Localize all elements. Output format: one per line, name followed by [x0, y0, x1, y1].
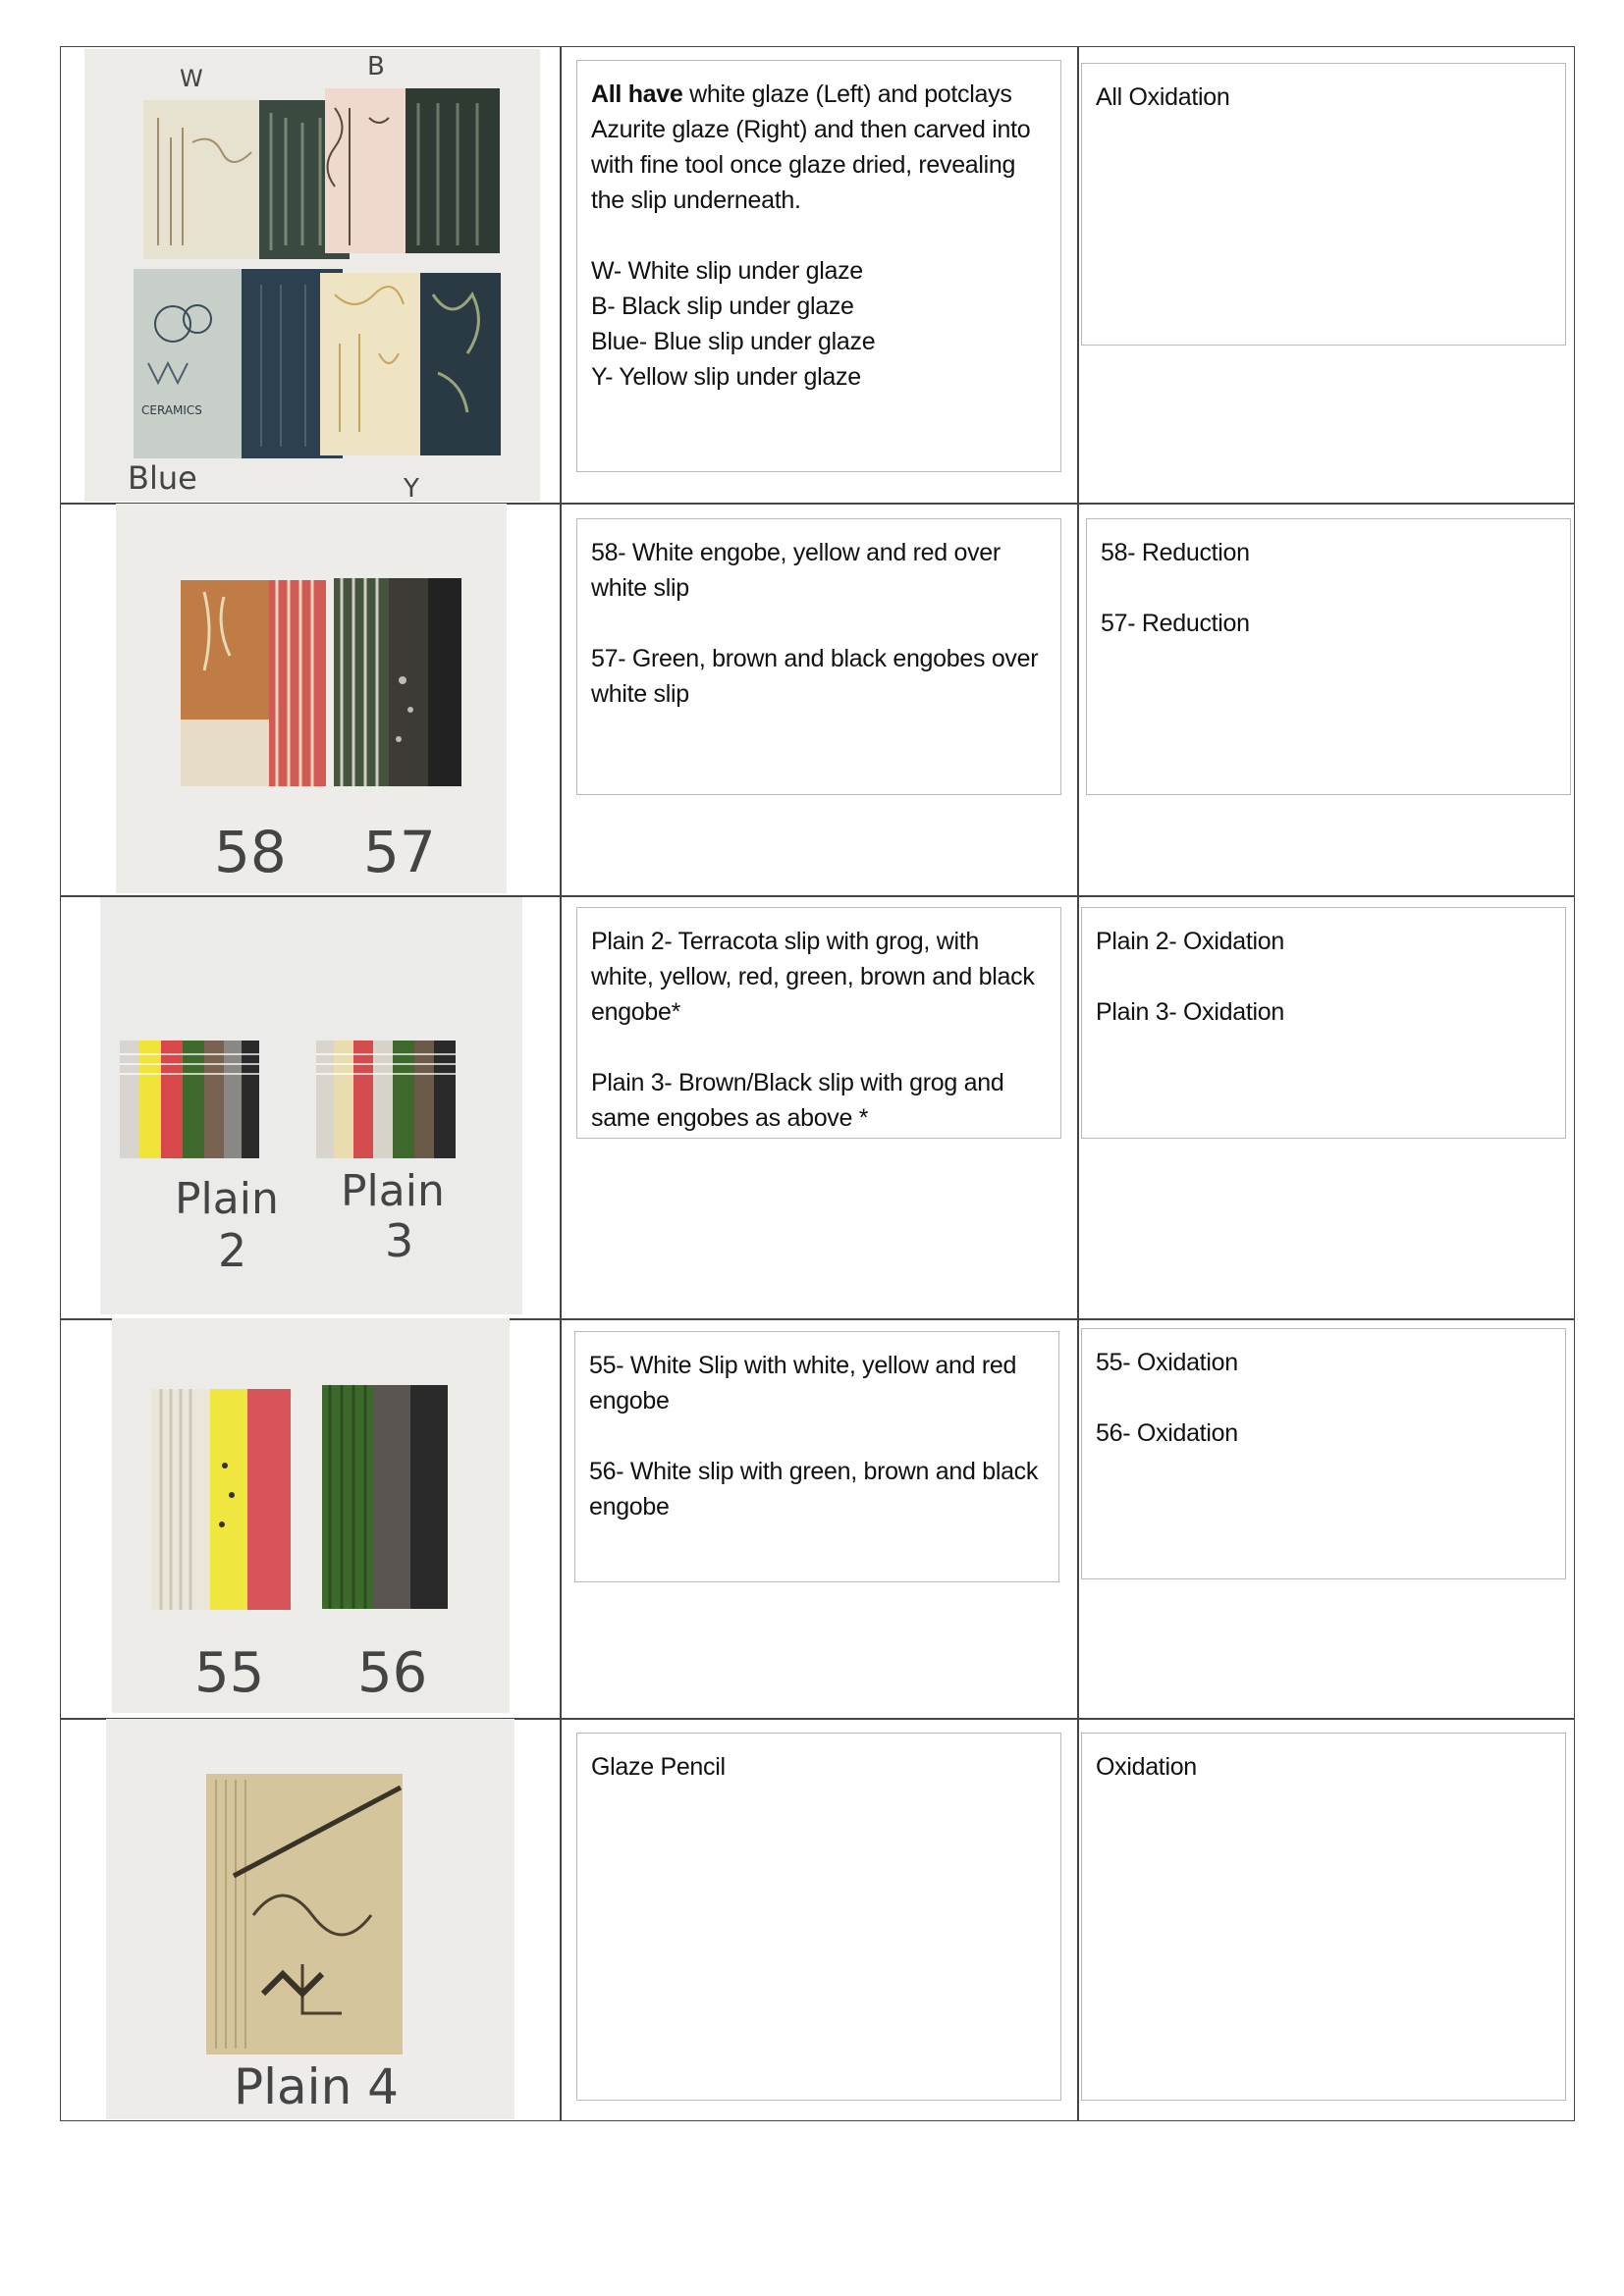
firing-line — [1101, 570, 1556, 606]
tile-56 — [322, 1385, 448, 1609]
desc-line: Plain 3- Brown/Black slip with grog and same engobes as above * — [591, 1069, 1011, 1132]
tile-blue — [134, 269, 343, 458]
column-divider — [560, 47, 562, 2120]
desc-line — [591, 606, 1047, 641]
firing-line: All Oxidation — [1096, 83, 1230, 111]
tile-57 — [334, 578, 461, 786]
label-b: B — [367, 52, 385, 81]
tile-plain-4 — [206, 1774, 403, 2055]
firing-line: 55- Oxidation — [1096, 1349, 1238, 1376]
firing-box-row5 — [1081, 1733, 1566, 2101]
firing-box-row2 — [1086, 518, 1571, 795]
tile-photo-plain-2-3 — [100, 897, 522, 1314]
tile-photo-55-56 — [112, 1318, 510, 1713]
desc-intro: white glaze (Left) and potclays Azurite glaze (Right) and then carved into with fine tool once glaze dried, revealing the slip underneath. — [591, 80, 1038, 214]
desc-line: Y- Yellow slip under glaze — [591, 363, 861, 391]
label-57: 57 — [363, 819, 436, 885]
firing-line: 57- Reduction — [1101, 610, 1250, 637]
column-divider — [1077, 47, 1079, 2120]
tile-plain-2 — [120, 1041, 259, 1158]
desc-line: Plain 2- Terracota slip with grog, with white, yellow, red, green, brown and black engobe* — [591, 928, 1042, 1026]
label-plain-4: Plain 4 — [234, 2058, 399, 2115]
tile-b — [325, 88, 500, 253]
desc-line: 55- White Slip with white, yellow and red engobe — [589, 1352, 1023, 1415]
tile-w — [143, 100, 350, 259]
tile-photo-plain-4 — [106, 1719, 514, 2119]
firing-line: Oxidation — [1096, 1753, 1197, 1781]
label-55: 55 — [194, 1641, 265, 1705]
desc-line: B- Black slip under glaze — [591, 293, 854, 320]
firing-line — [1096, 959, 1551, 994]
tile-plain-3 — [316, 1041, 456, 1158]
tile-y — [320, 273, 501, 455]
label-3: 3 — [385, 1214, 414, 1267]
description-box-row3 — [576, 907, 1061, 1139]
label-plain-right: Plain — [341, 1166, 445, 1216]
desc-line: 56- White slip with green, brown and black engobe — [589, 1458, 1045, 1521]
firing-line: 56- Oxidation — [1096, 1419, 1238, 1447]
label-58: 58 — [214, 819, 287, 885]
description-box-row1 — [576, 60, 1061, 472]
firing-box-row1 — [1081, 63, 1566, 346]
desc-line — [589, 1418, 1045, 1454]
tile-photo-w-b-blue-y — [84, 49, 540, 502]
desc-intro-bold: All have — [591, 80, 683, 108]
label-2: 2 — [218, 1224, 247, 1277]
description-box-row5 — [576, 1733, 1061, 2101]
desc-line: Blue- Blue slip under glaze — [591, 328, 876, 355]
firing-line: Plain 2- Oxidation — [1096, 928, 1284, 955]
desc-line: W- White slip under glaze — [591, 257, 863, 285]
description-box-row2 — [576, 518, 1061, 795]
label-blue: Blue — [128, 459, 197, 497]
label-w: W — [180, 65, 203, 92]
desc-line: Glaze Pencil — [591, 1753, 726, 1781]
description-box-row4 — [574, 1331, 1059, 1582]
firing-box-row4 — [1081, 1328, 1566, 1579]
firing-box-row3 — [1081, 907, 1566, 1139]
tile-58 — [181, 580, 326, 786]
desc-line: 58- White engobe, yellow and red over white slip — [591, 539, 1007, 602]
desc-line — [591, 1030, 1047, 1065]
firing-line — [1096, 1380, 1551, 1415]
tile-photo-58-57 — [116, 504, 507, 893]
firing-line: Plain 3- Oxidation — [1096, 998, 1284, 1026]
label-y: Y — [404, 474, 419, 502]
label-56: 56 — [357, 1641, 428, 1705]
firing-line: 58- Reduction — [1101, 539, 1250, 566]
desc-line: 57- Green, brown and black engobes over white slip — [591, 645, 1045, 708]
tile-55 — [151, 1389, 291, 1610]
tile-stamp: CERAMICS — [141, 403, 202, 417]
label-plain-left: Plain — [175, 1174, 279, 1224]
